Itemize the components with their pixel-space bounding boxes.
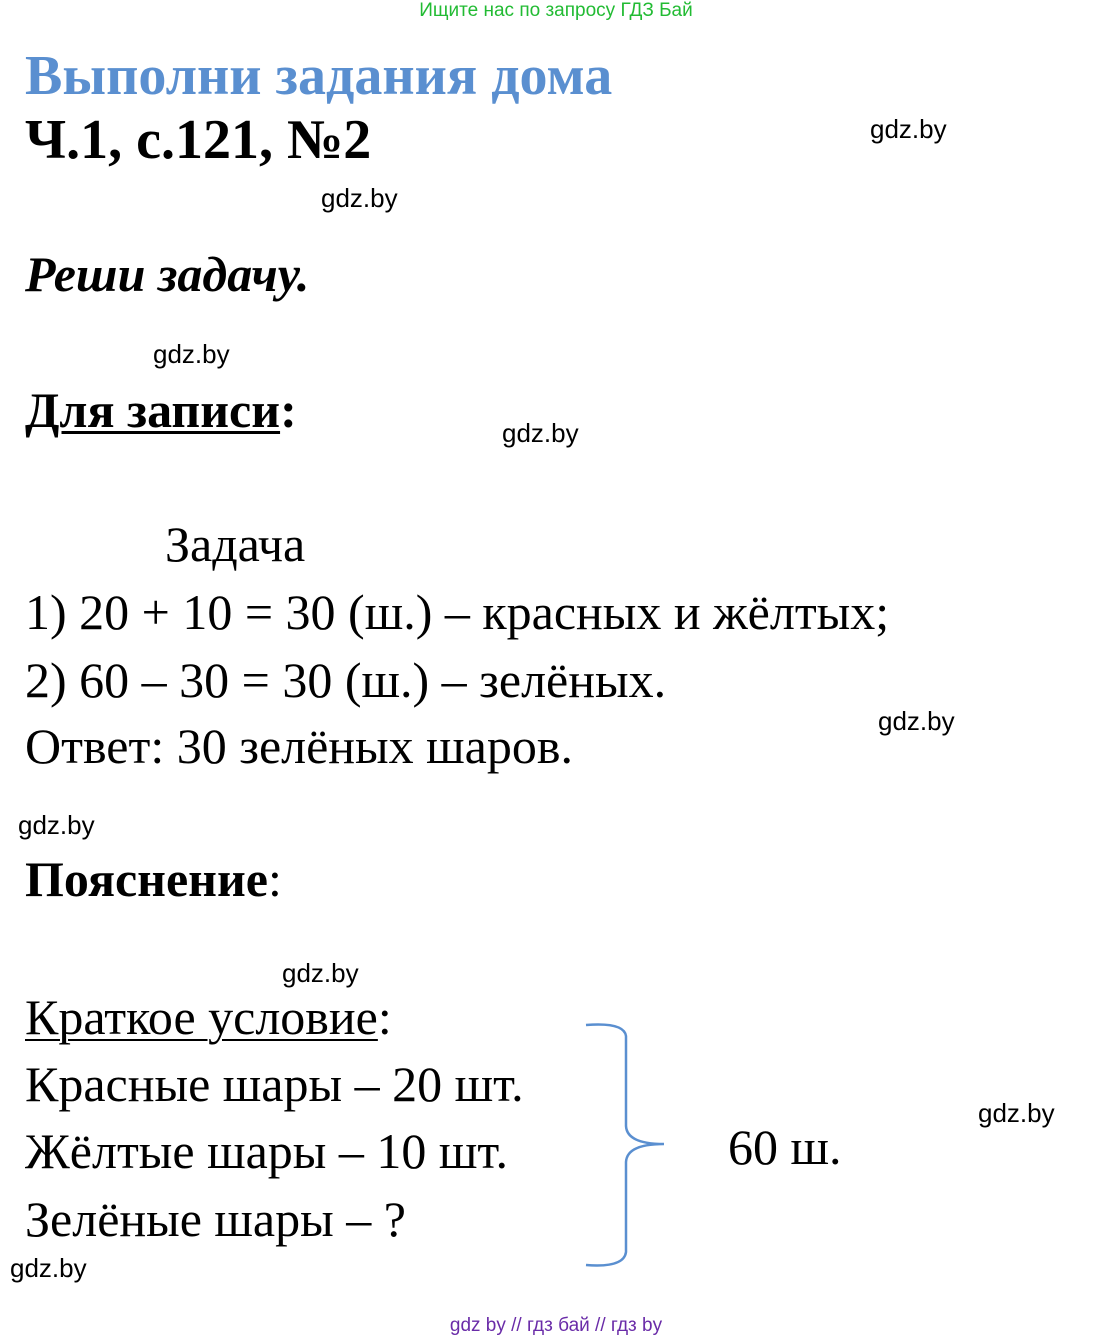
watermark: gdz.by [321,183,398,213]
notes-heading-text: Для записи [25,382,281,438]
condition-heading-colon: : [377,989,392,1045]
condition-yellow-balls: Жёлтые шары – 10 шт. [25,1123,508,1179]
condition-green-balls: Зелёные шары – ? [25,1191,406,1247]
notes-heading-colon: : [280,382,297,438]
watermark: gdz.by [10,1253,87,1283]
page-title: Выполни задания дома [25,45,613,107]
top-banner: Ищите нас по запросу ГДЗ Бай [419,0,693,21]
solution-step-2: 2) 60 – 30 = 30 (ш.) – зелёных. [25,652,667,708]
watermark: gdz.by [153,339,230,369]
watermark: gdz.by [502,418,579,448]
task-reference: Ч.1, с.121, №2 [25,109,372,171]
watermark: gdz.by [878,706,955,736]
curly-brace-icon [584,1022,674,1272]
notes-heading [25,381,297,439]
condition-heading-text: Краткое условие [25,989,378,1045]
total-balls: 60 ш. [728,1119,842,1175]
solution-step-1: 1) 20 + 10 = 30 (ш.) – красных и жёлтых; [25,584,890,640]
explanation-heading-text: Пояснение [25,851,268,907]
watermark: gdz.by [870,114,947,144]
task-instruction: Реши задачу. [25,246,310,302]
solution-title: Задача [165,516,306,572]
condition-red-balls: Красные шары – 20 шт. [25,1056,524,1112]
watermark: gdz.by [282,958,359,988]
watermark: gdz.by [18,810,95,840]
explanation-heading-colon: : [268,851,282,907]
watermark: gdz.by [978,1098,1055,1128]
condition-heading [25,988,392,1046]
footer-links: gdz by // гдз бай // гдз by [449,1315,663,1336]
solution-answer: Ответ: 30 зелёных шаров. [25,718,573,774]
explanation-heading [25,850,282,908]
